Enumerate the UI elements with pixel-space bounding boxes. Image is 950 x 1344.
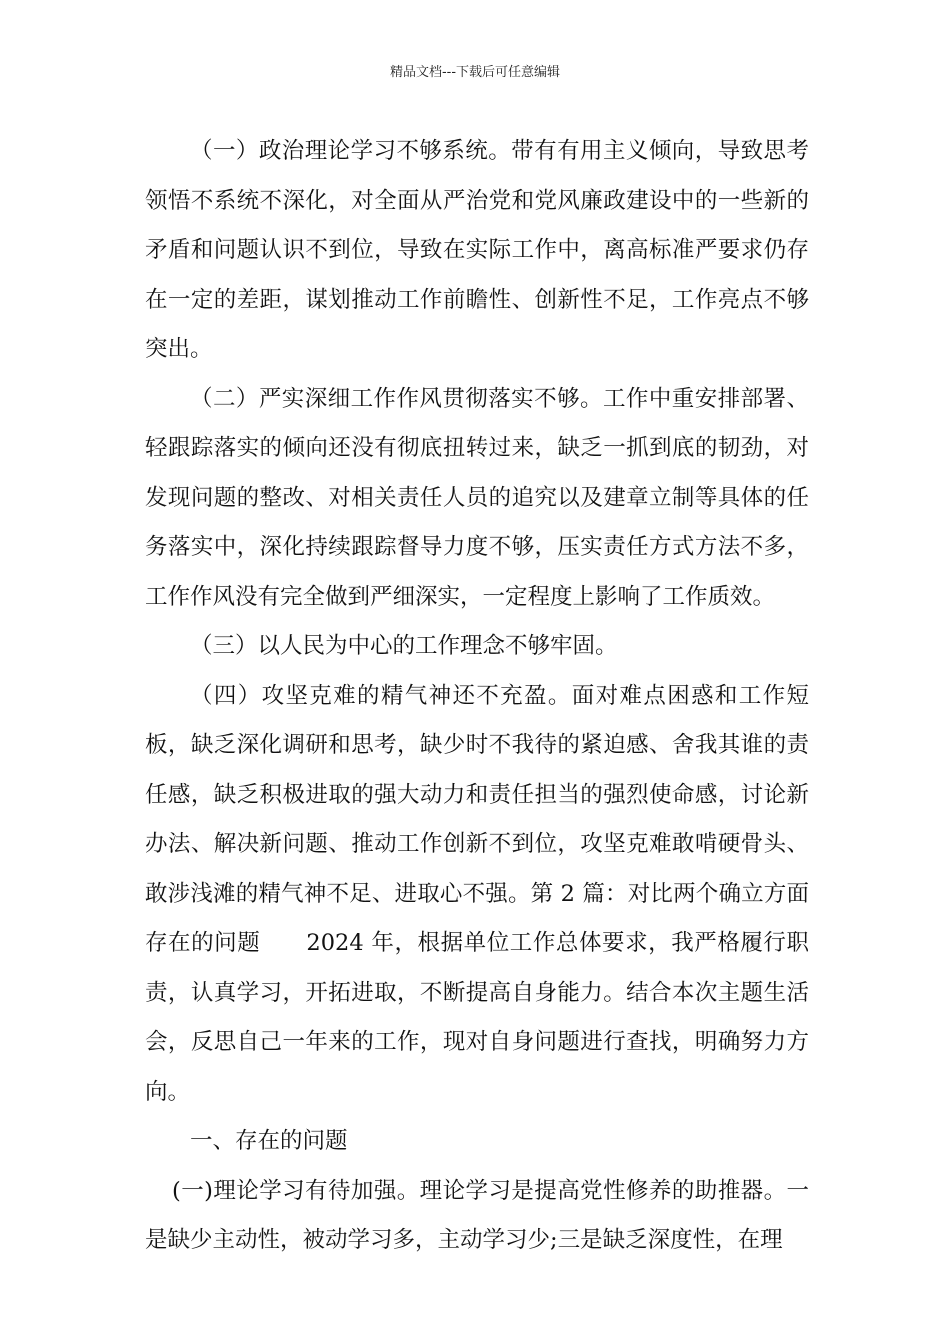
section-heading: 一、存在的问题 [190, 1128, 348, 1154]
paragraph-5: (一)理论学习有待加强。理论学习是提高党性修养的助推器。一是缺少主动性，被动学习多，主动学习少;三是缺乏深度性，在理 [145, 1177, 809, 1253]
paragraph-3: （三）以人民为中心的工作理念不够牢固。 [190, 633, 618, 659]
document-body [145, 127, 809, 1266]
paragraph-1: （一）政治理论学习不够系统。带有有用主义倾向，导致思考领悟不系统不深化，对全面从严治党和党风廉政建设中的一些新的矛盾和问题认识不到位，导致在实际工作中，离高标准严要求仍存在一定的差距，谋划推动工作前瞻性、创新性不足，工作亮点不够突出。 [145, 138, 809, 362]
paragraph-2: （二）严实深细工作作风贯彻落实不够。工作中重安排部署、轻跟踪落实的倾向还没有彻底扭转过来，缺乏一抓到底的韧劲，对发现问题的整改、对相关责任人员的追究以及建章立制等具体的任务落实中，深化持续跟踪督导力度不够，压实责任方式方法不多，工作作风没有完全做到严细深实，一定程度上影响了工作质效。 [145, 385, 809, 610]
page-header: 精品文档---下载后可任意编辑 [389, 65, 561, 80]
paragraph-4: （四）攻坚克难的精气神还不充盈。面对难点困惑和工作短板，缺乏深化调研和思考，缺少时不我待的紧迫感、舍我其谁的责任感，缺乏积极进取的强大动力和责任担当的强烈使命感，讨论新办法、解决新问题、推动工作创新不到位，攻坚克难敢啃硬骨头、敢涉浅滩的精气神不足、进取心不强。第 2 篇：对比两个确立方面存在的问题 2024 年，根据单位工作总体要求，我严格履行职责，认真学习，开拓进取，不断提高自身能力。结合本次主题生活会，反思自己一年来的工作，现对自身问题进行查找，明确努力方向。 [145, 682, 809, 1105]
